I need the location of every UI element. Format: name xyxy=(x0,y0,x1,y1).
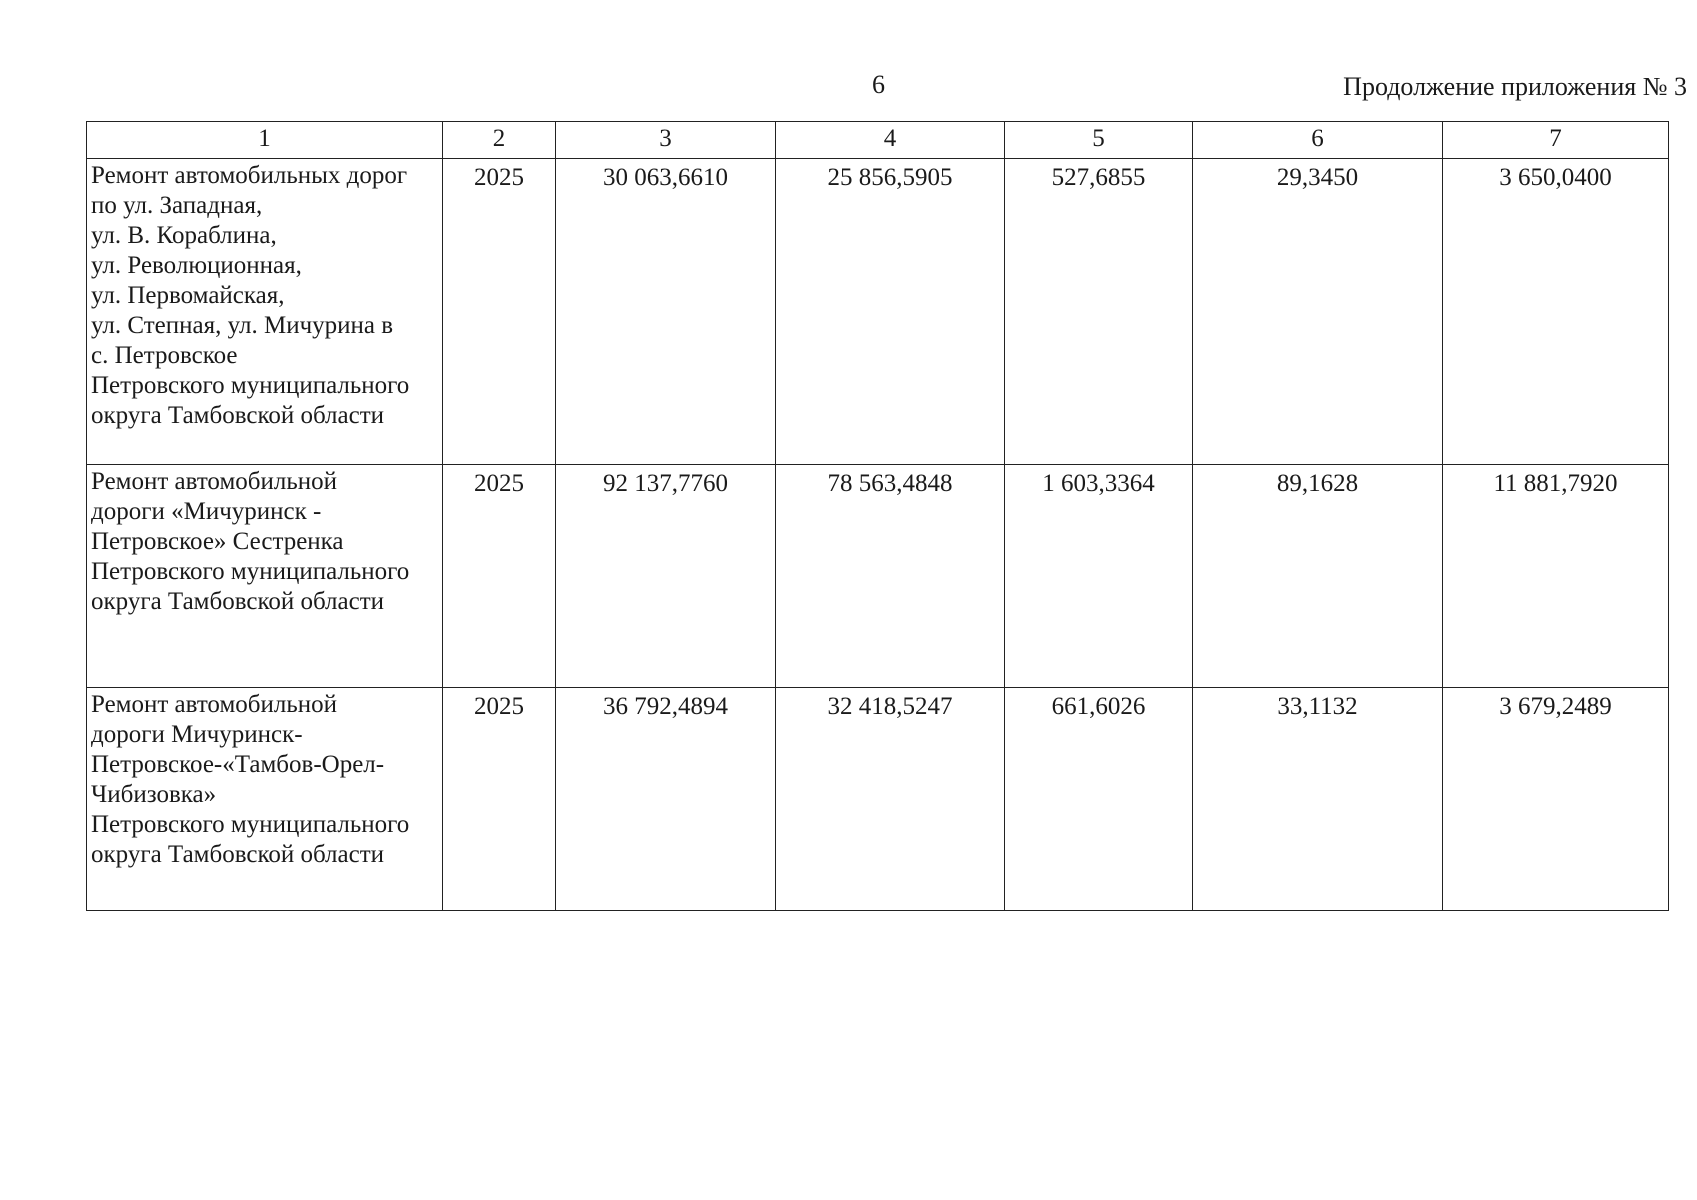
data-table xyxy=(86,121,1669,911)
table-row xyxy=(87,688,1669,911)
column-header: 7 xyxy=(1443,122,1669,159)
amount-col6: 89,1628 xyxy=(1193,465,1443,688)
column-header: 1 xyxy=(87,122,443,159)
amount-col3: 30 063,6610 xyxy=(556,159,776,465)
road-repair-name: Ремонт автомобильной дороги Мичуринск- Петровское-«Тамбов-Орел- Чибизовка» Петровского муниципального округа Тамбовской области xyxy=(87,688,443,911)
amount-col7: 3 679,2489 xyxy=(1443,688,1669,911)
amount-col6: 33,1132 xyxy=(1193,688,1443,911)
column-header: 6 xyxy=(1193,122,1443,159)
year-cell: 2025 xyxy=(443,465,556,688)
amount-col7: 11 881,7920 xyxy=(1443,465,1669,688)
table-row xyxy=(87,159,1669,465)
page-number: 6 xyxy=(872,70,885,99)
amount-col4: 25 856,5905 xyxy=(776,159,1005,465)
road-repair-name: Ремонт автомобильной дороги «Мичуринск - Петровское» Сестренка Петровского муниципального округа Тамбовской области xyxy=(87,465,443,688)
amount-col4: 32 418,5247 xyxy=(776,688,1005,911)
column-header: 5 xyxy=(1005,122,1193,159)
appendix-continuation-label: Продолжение приложения № 3 xyxy=(1343,72,1687,101)
table-row xyxy=(87,465,1669,688)
amount-col6: 29,3450 xyxy=(1193,159,1443,465)
year-cell: 2025 xyxy=(443,159,556,465)
amount-col5: 1 603,3364 xyxy=(1005,465,1193,688)
amount-col3: 36 792,4894 xyxy=(556,688,776,911)
amount-col3: 92 137,7760 xyxy=(556,465,776,688)
column-header: 2 xyxy=(443,122,556,159)
amount-col4: 78 563,4848 xyxy=(776,465,1005,688)
amount-col5: 661,6026 xyxy=(1005,688,1193,911)
table-header-row xyxy=(87,122,1669,159)
year-cell: 2025 xyxy=(443,688,556,911)
column-header: 4 xyxy=(776,122,1005,159)
column-header: 3 xyxy=(556,122,776,159)
amount-col7: 3 650,0400 xyxy=(1443,159,1669,465)
road-repair-name: Ремонт автомобильных дорог по ул. Западная, ул. В. Кораблина, ул. Революционная, ул. Первомайская, ул. Степная, ул. Мичурина в с. Петровское Петровского муниципального округа Тамбовской области xyxy=(87,159,443,465)
amount-col5: 527,6855 xyxy=(1005,159,1193,465)
